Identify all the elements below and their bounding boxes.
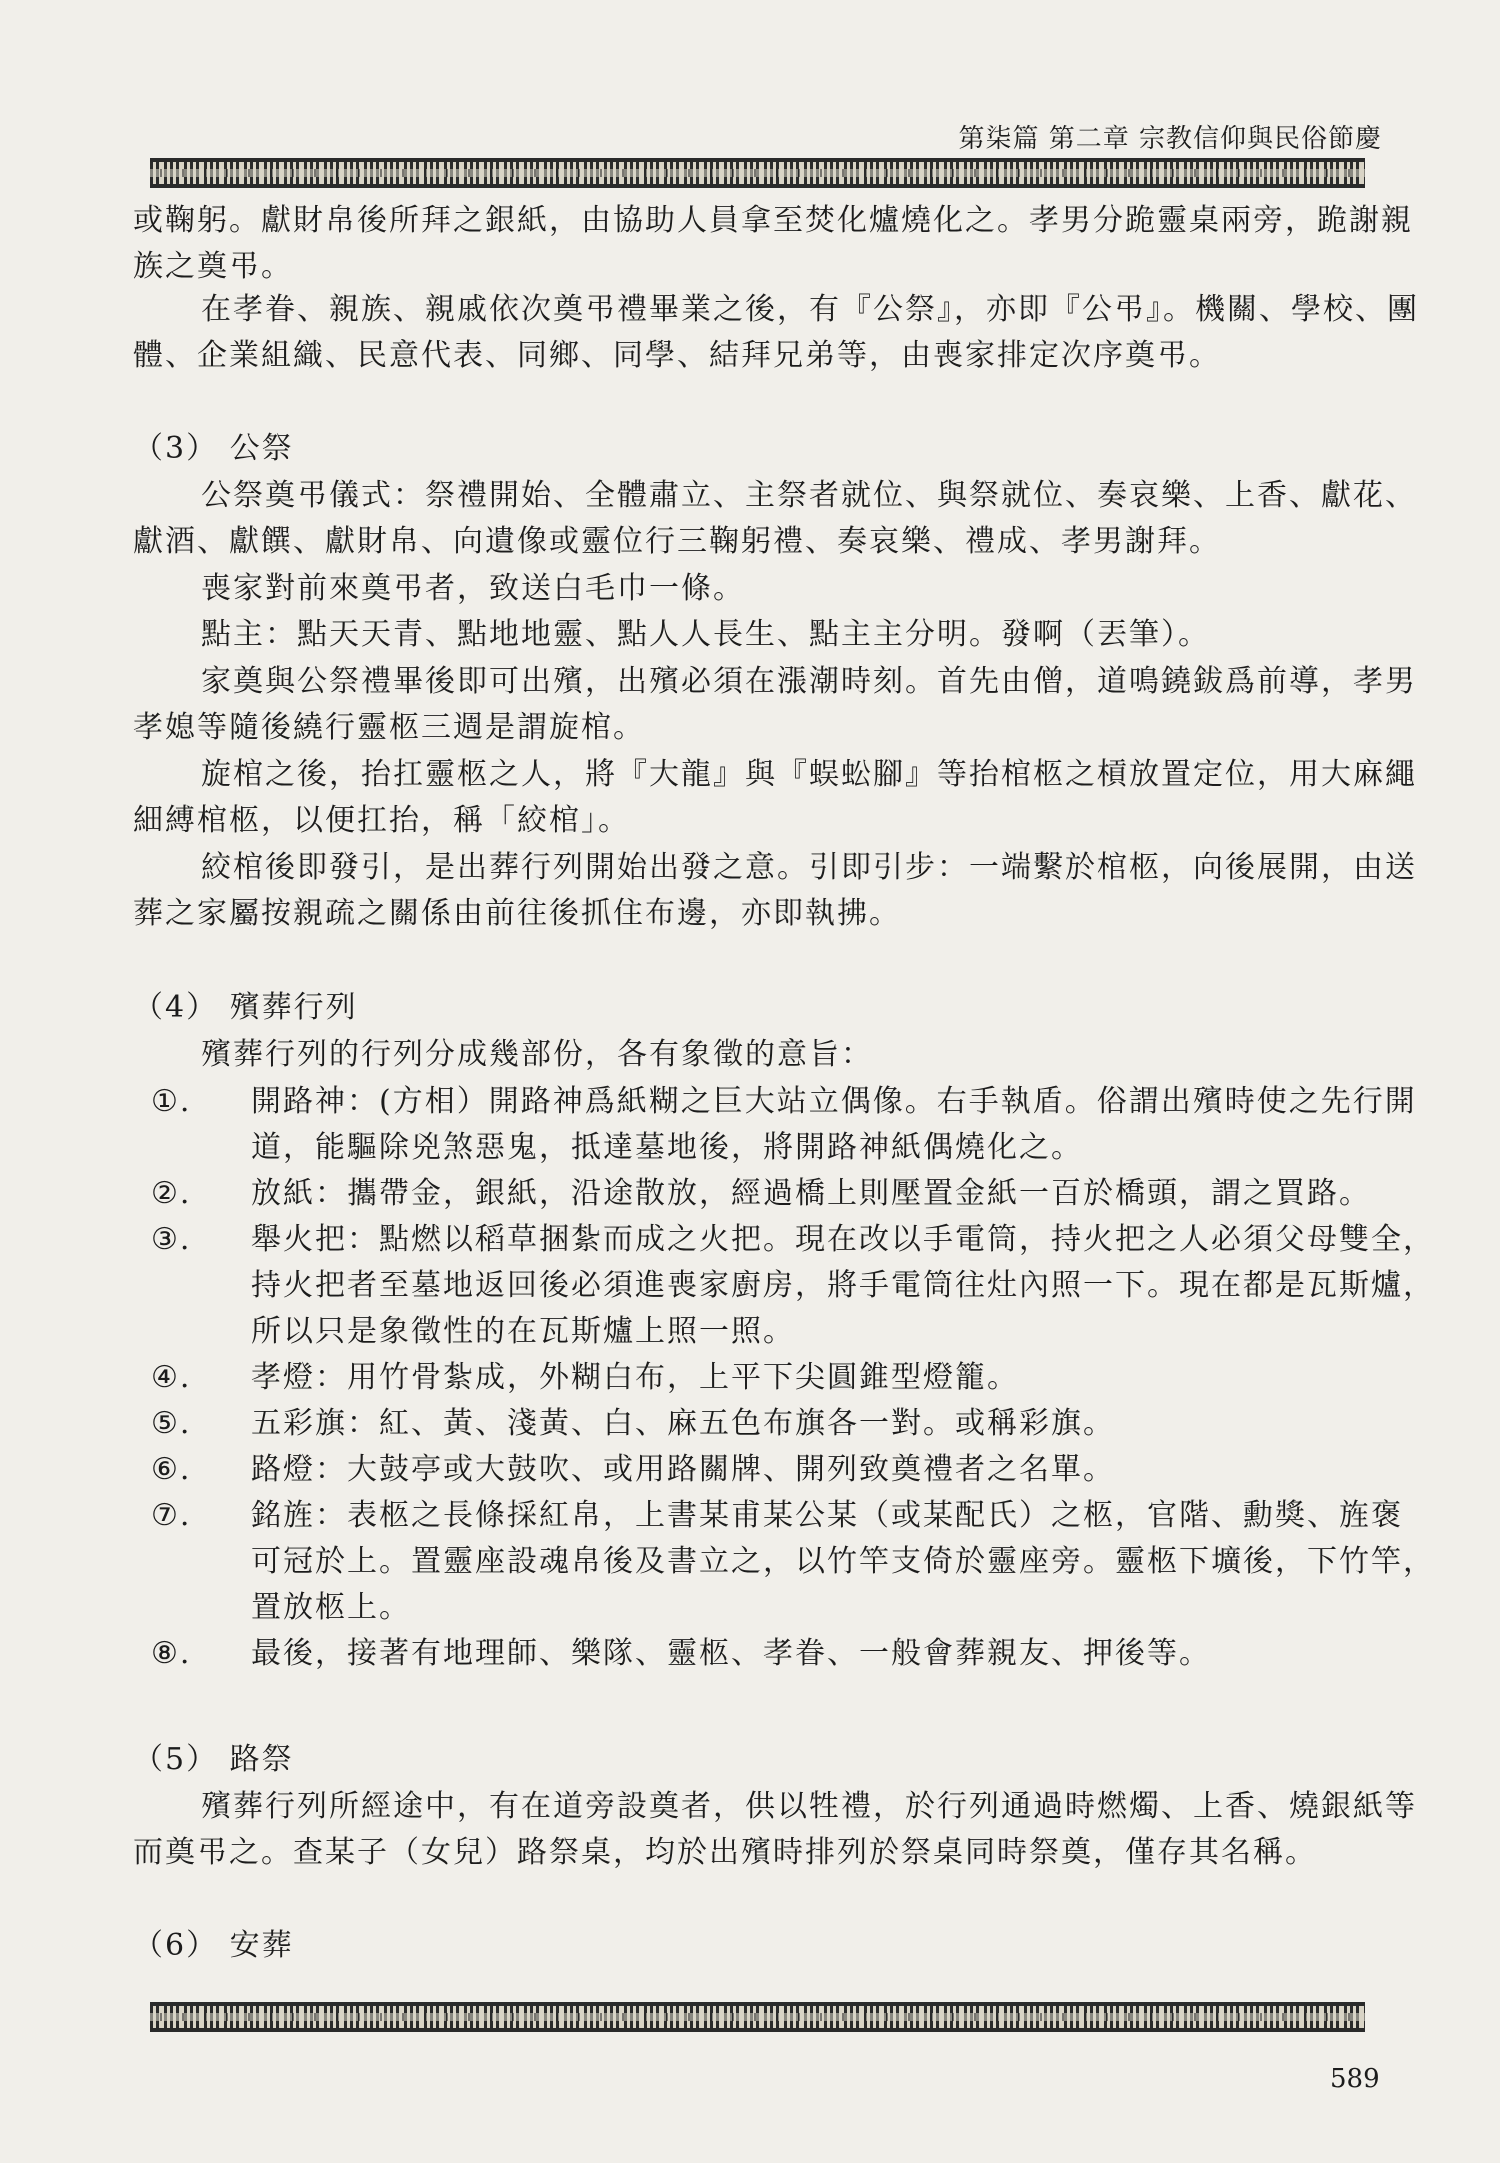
procession-list: [133, 1079, 1435, 1677]
paragraph-2: 在孝眷、親族、親戚依次奠弔禮畢業之後，有『公祭』，亦即『公弔』。機關、學校、團 體、企業組織、民意代表、同鄉、同學、結拜兄弟等，由喪家排定次序奠弔。: [133, 292, 1419, 373]
heading-5: （5） 路祭: [133, 1742, 294, 1777]
page-number: 589: [1330, 2064, 1380, 2094]
heading-4: （4） 殯葬行列: [133, 990, 358, 1025]
paragraph-8: 絞棺後即發引，是出葬行列開始出發之意。引即引步：一端繫於棺柩，向後展開，由送 葬之家屬按親疏之關係由前往後抓住布邊，亦即執拂。: [133, 850, 1417, 931]
top-fret-border: [150, 158, 1365, 188]
paragraph-5: 點主：點天天青、點地地靈、點人人長生、點主主分明。發啊（丟筆）。: [201, 617, 1210, 652]
paragraph-6: 家奠與公祭禮畢後即可出殯，出殯必須在漲潮時刻。首先由僧，道鳴鐃鈸爲前導，孝男 孝媳等隨後繞行靈柩三週是謂旋棺。: [133, 664, 1417, 745]
paragraph-4: 喪家對前來奠弔者，致送白毛巾一條。: [201, 571, 745, 606]
heading-6: （6） 安葬: [133, 1928, 294, 1963]
list-item: ⑥. 路燈：大鼓亭或大鼓吹、或用路關牌、開列致奠禮者之名單。: [151, 1452, 1115, 1487]
list-item: ②. 放紙：攜帶金，銀紙，沿途散放，經過橋上則壓置金紙一百於橋頭，謂之買路。: [151, 1176, 1371, 1211]
paragraph-1: 或鞠躬。獻財帛後所拜之銀紙，由協助人員拿至焚化爐燒化之。孝男分跪靈桌兩旁，跪謝親 族之奠弔。: [133, 203, 1413, 284]
list-item: ⑧. 最後，接著有地理師、樂隊、靈柩、孝眷、一般會葬親友、押後等。: [151, 1636, 1211, 1671]
list-item: ⑤. 五彩旗：紅、黃、淺黃、白、麻五色布旗各一對。或稱彩旗。: [151, 1406, 1115, 1441]
paragraph-3: 公祭奠弔儀式：祭禮開始、全體肅立、主祭者就位、與祭就位、奏哀樂、上香、獻花、 獻酒、獻饌、獻財帛、向遺像或靈位行三鞠躬禮、奏哀樂、禮成、孝男謝拜。: [133, 478, 1417, 559]
list-item: ①. 開路神：(方相）開路神爲紙糊之巨大站立偶像。右手執盾。俗謂出殯時使之先行開 道，能驅除兇煞惡鬼，抵達墓地後，將開路神紙偶燒化之。: [151, 1084, 1417, 1165]
running-header: 第柒篇 第二章 宗教信仰與民俗節慶: [958, 124, 1382, 154]
list-item: ③. 舉火把：點燃以稻草捆紮而成之火把。現在改以手電筒，持火把之人必須父母雙全， 持火把者至墓地返回後必須進喪家廚房，將手電筒往灶內照一下。現在都是瓦斯爐， 所以只是象徵性的在瓦斯爐上照一照。: [151, 1222, 1435, 1349]
paragraph-7: 旋棺之後，抬扛靈柩之人，將『大龍』與『蜈蚣腳』等抬棺柩之槓放置定位，用大麻繩 細縛棺柩，以便扛抬，稱「絞棺」。: [133, 757, 1417, 838]
paragraph-9: 殯葬行列的行列分成幾部份，各有象徵的意旨：: [201, 1037, 873, 1072]
list-item: ④. 孝燈：用竹骨紮成，外糊白布，上平下尖圓錐型燈籠。: [151, 1360, 1019, 1395]
bottom-fret-border: [150, 2002, 1365, 2032]
list-item: ⑦. 銘旌：表柩之長條採紅帛，上書某甫某公某（或某配氏）之柩，官階、勳獎、旌褒 可冠於上。置靈座設魂帛後及書立之，以竹竿支倚於靈座旁。靈柩下壙後，下竹竿， 置放柩上。: [151, 1498, 1435, 1625]
paragraph-10: 殯葬行列所經途中，有在道旁設奠者，供以牲禮，於行列通過時燃燭、上香、燒銀紙等 而奠弔之。查某子（女兒）路祭桌，均於出殯時排列於祭桌同時祭奠，僅存其名稱。: [133, 1789, 1417, 1870]
heading-3: （3） 公祭: [133, 431, 294, 466]
